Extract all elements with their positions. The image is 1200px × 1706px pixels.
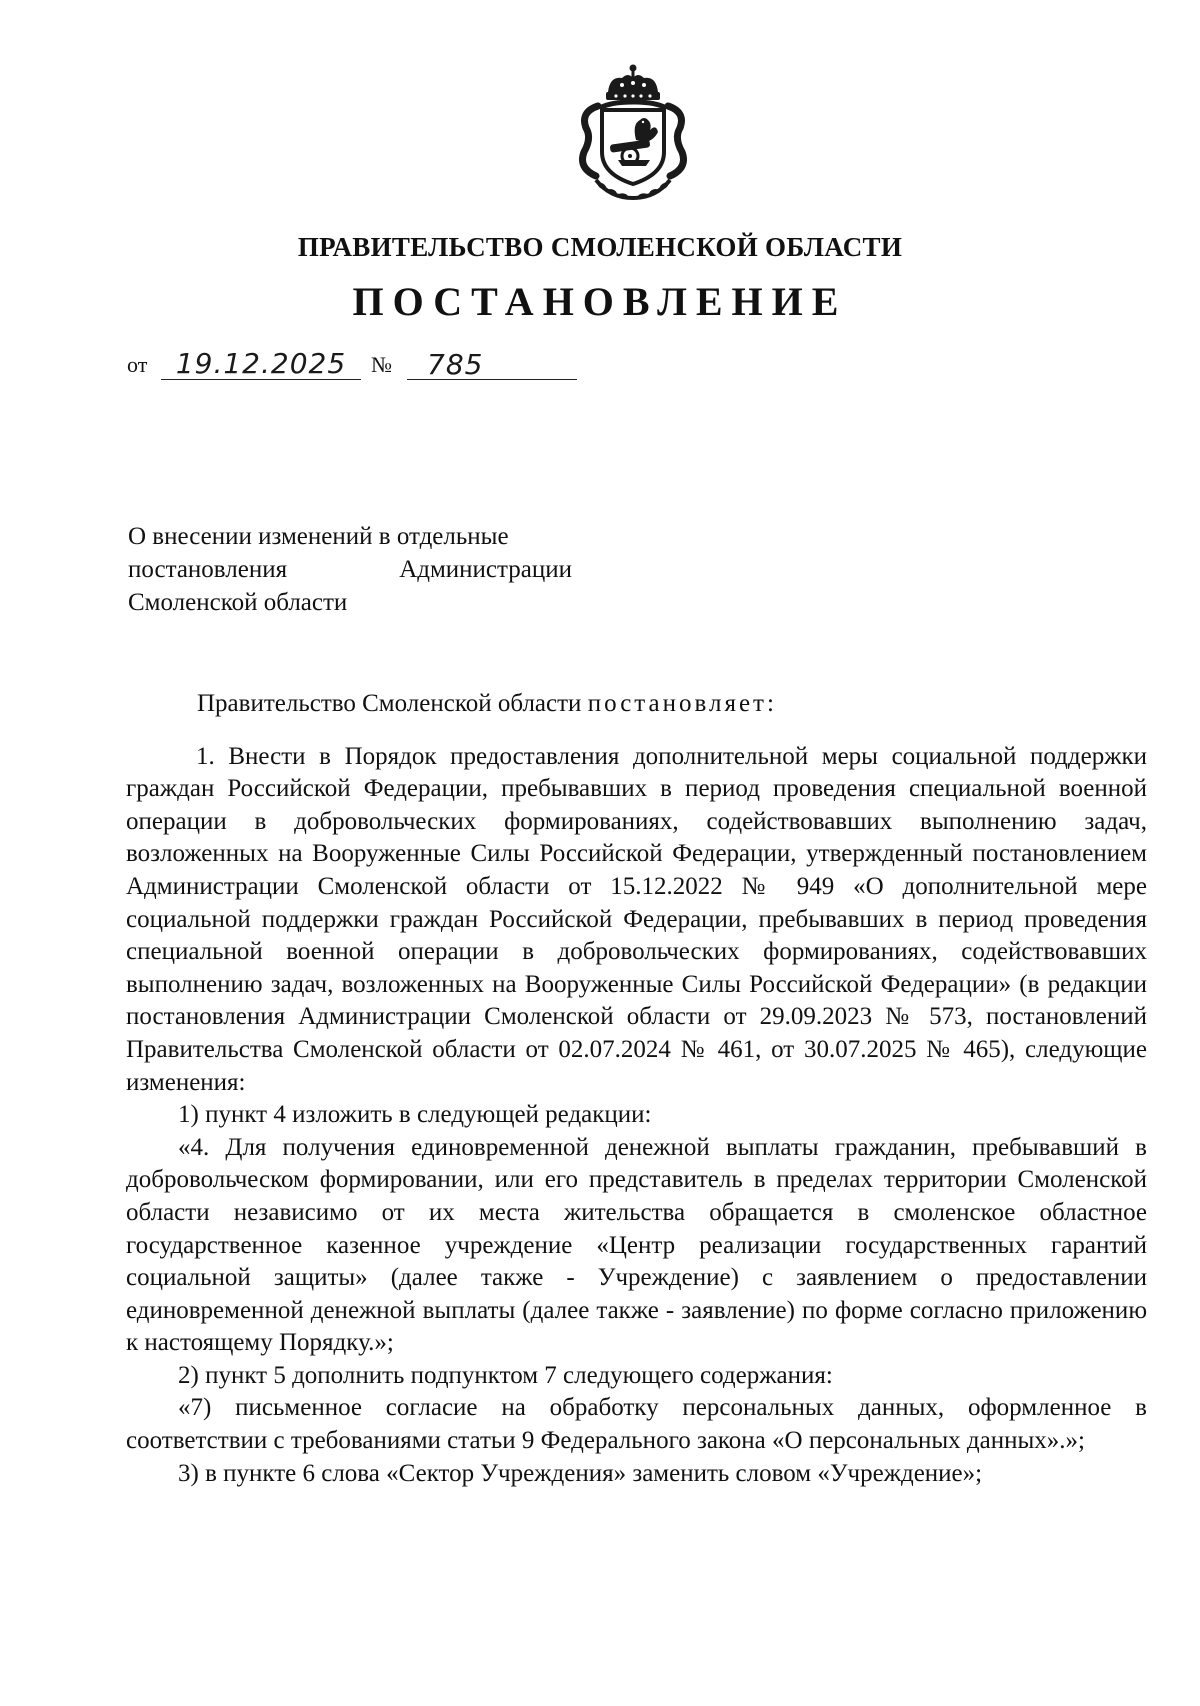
title-word: постановления — [128, 556, 288, 583]
quoted-subpoint-7: «7) письменное согласие на обработку персональных данных, оформленное в соответствии с требованиями статьи 9 Федерального закона «О персональных данных».»; — [126, 1394, 1147, 1455]
document-date: 19.12.2025 — [161, 347, 361, 380]
document-body — [126, 688, 1147, 1490]
preamble — [126, 688, 1147, 721]
organization-name: ПРАВИТЕЛЬСТВО СМОЛЕНСКОЙ ОБЛАСТИ — [297, 232, 903, 262]
title-line: Смоленской области — [128, 589, 348, 616]
number-label: № — [371, 352, 392, 377]
from-label: от — [127, 352, 148, 377]
smolensk-coat-of-arms-emblem — [570, 62, 696, 202]
preamble-text: Правительство Смоленской области — [197, 690, 582, 717]
title-line: О внесении изменений в отдельные — [128, 523, 509, 550]
title-word: Администрации — [399, 556, 572, 583]
preamble-resolves: постановляет: — [587, 690, 777, 717]
subparagraph-2: 2) пункт 5 дополнить подпунктом 7 следующего содержания: — [178, 1361, 833, 1389]
subparagraph-1: 1) пункт 4 изложить в следующей редакции: — [178, 1101, 652, 1129]
paragraph-item-1: 1. Внести в Порядок предоставления дополнительной меры социальной поддержки граждан Российской Федерации, пребывавших в период проведения специальной военной операции в добровольческих формированиях, содействовавших выполнению задач, возложенных на Вооруженные Силы Российской Федерации, утвержденный постановлением Администрации Смоленской области от 15.12.2022 № 949 «О дополнительной мере социальной поддержки граждан Российской Федерации, пребывавших в период проведения специальной военной операции в добровольческих формированиях, содействовавших выполнению задач, возложенных на Вооруженные Силы Российской Федерации» (в редакции постановления Администрации Смоленской области от 29.09.2023 № 573, постановлений Правительства Смоленской области от 02.07.2024 № 461, от 30.07.2025 № 465), следующие изменения: — [126, 742, 1147, 1096]
date-number-line — [127, 347, 587, 382]
document-title — [128, 520, 572, 619]
quoted-point-4: «4. Для получения единовременной денежной выплаты гражданин, пребывавший в добровольческом формировании, или его представитель в пределах территории Смоленской области независимо от их места жительства обращается в смоленское областное государственное казенное учреждение «Центр реализации государственных гарантий социальной защиты» (далее также - Учреждение) с заявлением о предоставлении единовременной денежной выплаты (далее также - заявление) по форме согласно приложению к настоящему Порядку.»; — [126, 1133, 1147, 1357]
subparagraph-3: 3) в пункте 6 слова «Сектор Учреждения» заменить словом «Учреждение»; — [178, 1459, 983, 1487]
document-number: 785 — [407, 348, 577, 380]
document-type: ПОСТАНОВЛЕНИЕ — [352, 279, 848, 324]
title-line — [128, 553, 572, 586]
